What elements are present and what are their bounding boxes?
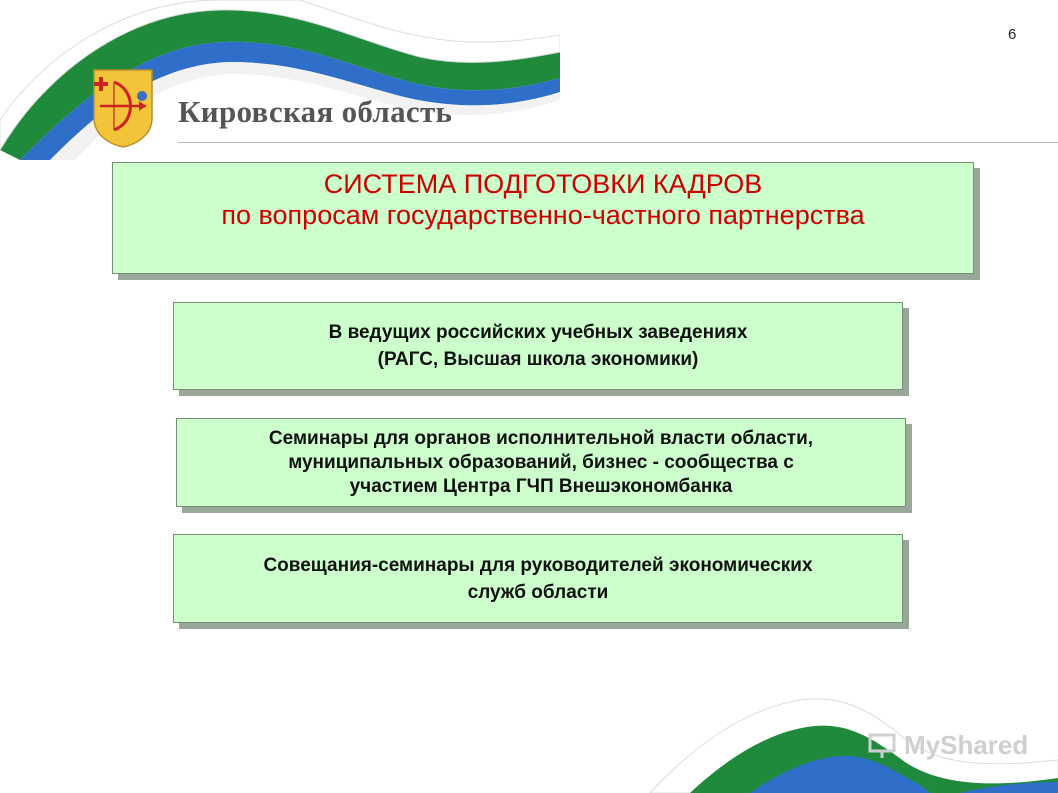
ribbon-decoration-top — [0, 0, 560, 160]
item-line: муниципальных образований, бизнес - сообщества с — [288, 451, 794, 473]
item-line: (РАГС, Высшая школа экономики) — [377, 349, 699, 370]
region-title: Кировская область — [178, 94, 453, 129]
watermark-text: MyShared — [904, 730, 1029, 760]
item-line: В ведущих российских учебных заведениях — [328, 322, 748, 343]
slide-number: 6 — [1008, 26, 1017, 43]
training-item-seminars — [176, 418, 906, 507]
title-line-2: по вопросам государственно-частного партнерства — [221, 200, 865, 230]
watermark — [868, 730, 1028, 761]
training-item-universities — [173, 302, 903, 390]
item-line: Семинары для органов исполнительной власти области, — [268, 427, 814, 449]
header-divider — [178, 142, 1058, 143]
coat-of-arms-icon — [92, 68, 154, 148]
title-box — [112, 162, 974, 274]
item-line: участием Центра ГЧП Внешэкономбанка — [349, 475, 733, 497]
item-line: служб области — [467, 581, 609, 603]
title-line-1: СИСТЕМА ПОДГОТОВКИ КАДРОВ — [323, 169, 763, 199]
presentation-icon — [868, 733, 898, 759]
training-item-meetings — [173, 534, 903, 623]
item-line: Совещания-семинары для руководителей экономических — [263, 554, 813, 576]
